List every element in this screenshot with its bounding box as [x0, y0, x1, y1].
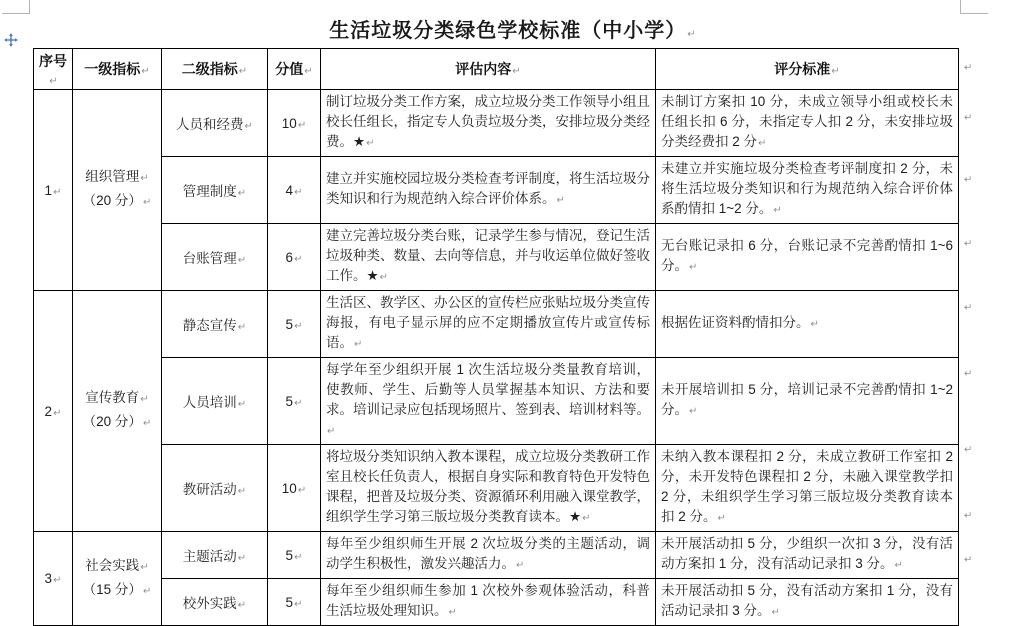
cell-end-mark: ↵: [379, 272, 388, 283]
cell-level2-indicator[interactable]: 静态宣传↵: [162, 291, 268, 358]
cell-end-mark: ↵: [773, 205, 782, 216]
cell-end-mark: ↵: [237, 600, 247, 611]
table-row: [34, 224, 959, 291]
cell-end-mark: ↵: [689, 262, 698, 273]
row-end-mark: ↵: [964, 510, 973, 522]
cell-end-mark: ↵: [237, 486, 247, 497]
row-end-mark: ↵: [964, 444, 973, 456]
cell-eval-content[interactable]: 生活区、教学区、办公区的宣传栏应张贴垃圾分类宣传海报，有电子显示屏的应不定期播放宣传片或宣传标语。↵: [321, 291, 656, 358]
cell-end-mark: ↵: [512, 66, 521, 77]
cell-end-mark: ↵: [142, 197, 152, 208]
table-row: [34, 358, 959, 445]
cell-scoring-standard[interactable]: 无台账记录扣 6 分，台账记录不完善酌情扣 1~6 分。↵: [656, 224, 959, 291]
cell-end-mark: ↵: [297, 119, 307, 131]
cell-eval-content[interactable]: 建立并实施校园垃圾分类检查考评制度，将生活垃圾分类知识和行为规范纳入综合评价体系。↵: [321, 157, 656, 224]
cell-end-mark: ↵: [294, 598, 303, 610]
column-header-scoring-standard[interactable]: 评分标准↵: [656, 49, 959, 90]
cell-end-mark: ↵: [294, 186, 303, 198]
cell-level1-indicator[interactable]: 社会实践↵ （15 分）↵: [73, 532, 162, 626]
cell-end-mark: ↵: [49, 76, 58, 87]
cell-end-mark: ↵: [238, 66, 248, 77]
cell-end-mark: ↵: [556, 195, 565, 206]
cell-serial[interactable]: 3↵: [34, 532, 73, 626]
table-row: [34, 579, 959, 626]
cell-end-mark: ↵: [142, 585, 152, 597]
cell-end-mark: ↵: [140, 394, 149, 405]
cell-end-mark: ↵: [53, 407, 62, 419]
document-title[interactable]: [0, 14, 1025, 43]
cell-score[interactable]: 5↵: [268, 358, 321, 445]
cell-level2-indicator[interactable]: 主题活动↵: [162, 532, 268, 579]
cell-end-mark: ↵: [448, 607, 457, 618]
cell-end-mark: ↵: [140, 561, 149, 573]
cell-end-mark: ↵: [237, 553, 247, 564]
text-boundary-corner-top-left: [2, 0, 30, 14]
cell-scoring-standard[interactable]: 根据佐证资料酌情扣分。↵: [656, 291, 959, 358]
cell-score[interactable]: 5↵: [268, 579, 321, 626]
row-end-mark: ↵: [964, 174, 973, 186]
cell-score[interactable]: 10↵: [268, 90, 321, 157]
cell-score[interactable]: 5↵: [268, 532, 321, 579]
cell-end-mark: ↵: [244, 121, 253, 132]
cell-scoring-standard[interactable]: 未建立并实施垃圾分类检查考评制度扣 2 分，未将生活垃圾分类知识和行为规范纳入综合评价体系酌情扣 1~2 分。↵: [656, 157, 959, 224]
row-end-mark: ↵: [964, 368, 973, 380]
row-end-mark: ↵: [964, 238, 973, 250]
cell-end-mark: ↵: [237, 255, 247, 266]
column-header-level1[interactable]: 一级指标↵: [73, 49, 162, 90]
table-row: [34, 532, 959, 579]
text-boundary-corner-top-right: [960, 0, 988, 14]
table-row: [34, 90, 959, 157]
table-row: [34, 157, 959, 224]
cell-end-mark: ↵: [689, 406, 698, 417]
column-header-score[interactable]: 分值↵: [268, 49, 321, 90]
cell-score[interactable]: 6↵: [268, 224, 321, 291]
column-header-serial[interactable]: 序号↵: [34, 49, 73, 90]
row-end-mark: ↵: [964, 62, 973, 74]
table-row: [34, 291, 959, 358]
cell-score[interactable]: 5↵: [268, 291, 321, 358]
paragraph-mark: ↵: [687, 29, 696, 40]
cell-level1-indicator[interactable]: 宣传教育↵ （20 分）↵: [73, 291, 162, 532]
cell-scoring-standard[interactable]: 未制订方案扣 10 分，未成立领导小组或校长未任组长扣 6 分，未指定专人扣 2 分，未安排垃圾分类经费扣 2 分↵: [656, 90, 959, 157]
cell-end-mark: ↵: [237, 322, 247, 333]
cell-score[interactable]: 10↵: [268, 445, 321, 532]
cell-end-mark: ↵: [140, 173, 149, 184]
cell-end-mark: ↵: [810, 319, 819, 330]
table-header-row: [34, 49, 959, 90]
row-end-mark: ↵: [964, 302, 973, 314]
cell-end-mark: ↵: [354, 339, 363, 350]
column-header-level2[interactable]: 二级指标↵: [162, 49, 268, 90]
cell-scoring-standard[interactable]: 未纳入教本课程扣 2 分，未成立教研工作室扣 2 分，未开发特色课程扣 2 分，未融入课堂教学扣 2 分，未组织学生学习第三版垃圾分类教育读本扣 2 分。↵: [656, 445, 959, 532]
cell-eval-content[interactable]: 建立完善垃圾分类台账，记录学生参与情况，登记生活垃圾种类、数量、去向等信息，并与收运单位做好签收工作。★↵: [321, 224, 656, 291]
cell-end-mark: ↵: [327, 426, 336, 437]
cell-eval-content[interactable]: 每年至少组织师生参加 1 次校外参观体验活动，科普生活垃圾处理知识。↵: [321, 579, 656, 626]
cell-end-mark: ↵: [294, 551, 303, 563]
cell-end-mark: ↵: [304, 66, 313, 77]
cell-level2-indicator[interactable]: 校外实践↵: [162, 579, 268, 626]
cell-end-mark: ↵: [294, 320, 303, 332]
cell-end-mark: ↵: [894, 560, 903, 571]
row-end-mark: ↵: [964, 554, 973, 566]
cell-end-mark: ↵: [717, 513, 726, 524]
cell-serial[interactable]: 2↵: [34, 291, 73, 532]
cell-level2-indicator[interactable]: 管理制度↵: [162, 157, 268, 224]
cell-eval-content[interactable]: 每年至少组织师生开展 2 次垃圾分类的主题活动，调动学生积极性，激发兴趣活力。↵: [321, 532, 656, 579]
cell-level2-indicator[interactable]: 人员和经费↵: [162, 90, 268, 157]
row-end-mark: ↵: [964, 112, 973, 124]
document-title-text: 生活垃圾分类绿色学校标准（中小学）: [329, 20, 687, 42]
standards-table: [33, 48, 959, 626]
cell-end-mark: ↵: [237, 188, 247, 199]
cell-end-mark: ↵: [758, 138, 767, 149]
cell-serial[interactable]: 1↵: [34, 90, 73, 291]
cell-level2-indicator[interactable]: 教研活动↵: [162, 445, 268, 532]
cell-eval-content[interactable]: 每学年至少组织开展 1 次生活垃圾分类量教育培训，使教师、学生、后勤等人员掌握基本知识、方法和要求。培训记录应包括现场照片、签到表、培训材料等。↵: [321, 358, 656, 445]
cell-scoring-standard[interactable]: 未开展活动扣 5 分，没有活动方案扣 1 分，没有活动记录扣 3 分。↵: [656, 579, 959, 626]
cell-end-mark: ↵: [516, 560, 525, 571]
cell-eval-content[interactable]: 制订垃圾分类工作方案，成立垃圾分类工作领导小组且校长任组长，指定专人负责垃圾分类，安排垃圾分类经费。★↵: [321, 90, 656, 157]
cell-end-mark: ↵: [771, 607, 780, 618]
cell-end-mark: ↵: [53, 575, 62, 586]
cell-end-mark: ↵: [294, 253, 303, 265]
cell-end-mark: ↵: [582, 513, 591, 524]
cell-scoring-standard[interactable]: 未开展培训扣 5 分，培训记录不完善酌情扣 1~2 分。↵: [656, 358, 959, 445]
cell-scoring-standard[interactable]: 未开展活动扣 5 分，少组织一次扣 3 分，没有活动方案扣 1 分，没有活动记录扣 3 分。↵: [656, 532, 959, 579]
column-header-eval-content[interactable]: 评估内容↵: [321, 49, 656, 90]
cell-end-mark: ↵: [294, 397, 303, 409]
cell-level2-indicator[interactable]: 台账管理↵: [162, 224, 268, 291]
cell-end-mark: ↵: [141, 66, 150, 77]
cell-level2-indicator[interactable]: 人员培训↵: [162, 358, 268, 445]
cell-eval-content[interactable]: 将垃圾分类知识纳入教本课程，成立垃圾分类教研工作室且校长任负责人，根据自身实际和教育特色开发特色课程，把普及垃圾分类、资源循环利用融入课堂教学，组织学生学习第三版垃圾分类教育读本。★↵: [321, 445, 656, 532]
cell-end-mark: ↵: [53, 186, 62, 198]
cell-score[interactable]: 4↵: [268, 157, 321, 224]
cell-level1-indicator[interactable]: 组织管理↵ （20 分）↵: [73, 90, 162, 291]
cell-end-mark: ↵: [142, 418, 152, 429]
table-row: [34, 445, 959, 532]
cell-end-mark: ↵: [366, 138, 375, 149]
cell-end-mark: ↵: [297, 484, 307, 496]
cell-end-mark: ↵: [237, 399, 247, 410]
cell-end-mark: ↵: [831, 66, 840, 77]
